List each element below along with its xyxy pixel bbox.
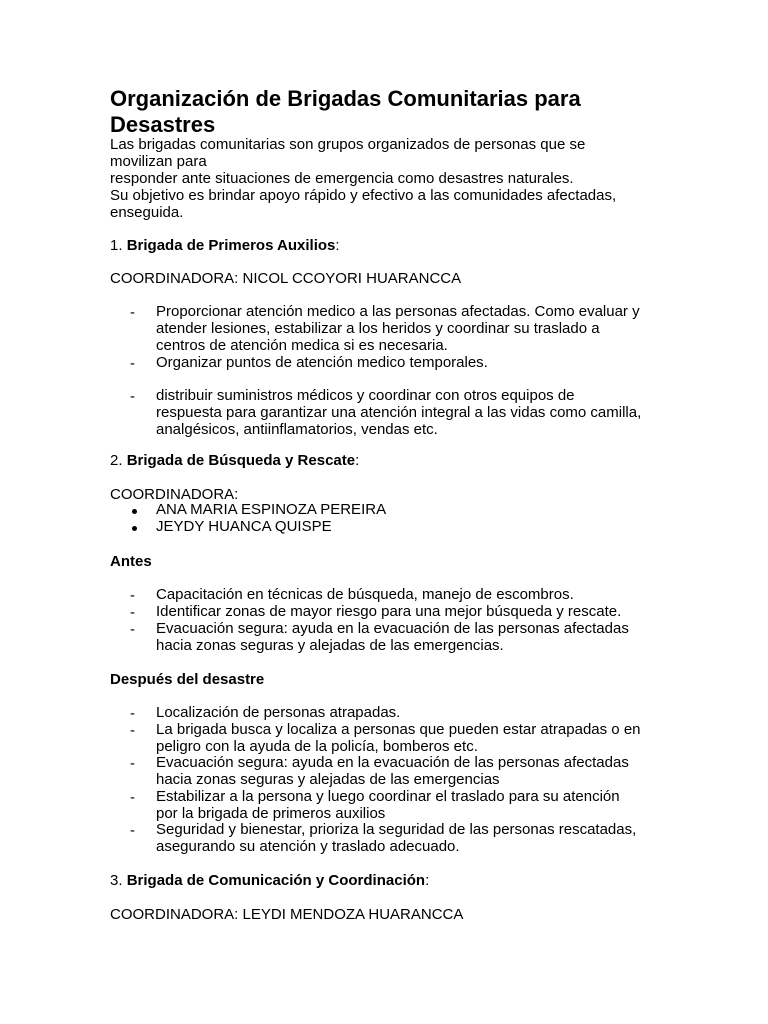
list-item bbox=[156, 755, 629, 789]
section-colon: : bbox=[425, 872, 430, 889]
intro-line: Las brigadas comunitarias son grupos organizados de personas que se bbox=[110, 136, 586, 153]
list-item-line: hacia zonas seguras y alejadas de las emergencias bbox=[156, 770, 500, 788]
list-item-line: centros de atención medica si es necesaria. bbox=[156, 336, 448, 354]
list-item-line: analgésicos, antiinflamatorios, vendas etc. bbox=[156, 420, 438, 438]
intro-line: enseguida. bbox=[110, 204, 184, 221]
section-1-coordinator: COORDINADORA: NICOL CCOYORI HUARANCCA bbox=[110, 270, 462, 287]
title-line-1: Organización de Brigadas Comunitarias para bbox=[110, 86, 581, 111]
list-item-line: La brigada busca y localiza a personas que pueden estar atrapadas o en bbox=[156, 721, 641, 738]
list-item-line: Estabilizar a la persona y luego coordinar el traslado para su atención bbox=[156, 788, 620, 805]
list-item bbox=[156, 722, 641, 756]
subheading-despues: Después del desastre bbox=[110, 671, 265, 688]
intro-line: movilizan para bbox=[110, 153, 207, 170]
coordinator-name: JEYDY HUANCA QUISPE bbox=[156, 518, 332, 535]
list-item-line: distribuir suministros médicos y coordinar con otros equipos de bbox=[156, 387, 575, 404]
list-item-line: respuesta para garantizar una atención integral a las vidas como camilla, bbox=[156, 403, 642, 421]
dash-marker: - bbox=[130, 388, 135, 405]
title-line-2: Desastres bbox=[110, 112, 216, 137]
list-item-line: peligro con la ayuda de la policía, bomberos etc. bbox=[156, 737, 478, 755]
intro-line: Su objetivo es brindar apoyo rápido y efectivo a las comunidades afectadas, bbox=[110, 187, 617, 204]
list-item bbox=[156, 789, 620, 823]
list-item: Identificar zonas de mayor riesgo para una mejor búsqueda y rescate. bbox=[156, 603, 622, 620]
list-item bbox=[156, 304, 640, 354]
list-item bbox=[156, 388, 641, 438]
section-name: Brigada de Primeros Auxilios bbox=[126, 237, 336, 254]
subheading-antes: Antes bbox=[110, 553, 152, 570]
dash-marker: - bbox=[130, 604, 135, 621]
dash-marker: - bbox=[130, 621, 135, 638]
dash-marker: - bbox=[130, 587, 135, 604]
list-item-line: asegurando su atención y traslado adecuado. bbox=[156, 837, 460, 855]
section-3-heading bbox=[110, 872, 429, 889]
bullet-icon bbox=[132, 509, 137, 514]
coordinator-name: ANA MARIA ESPINOZA PEREIRA bbox=[156, 501, 387, 518]
section-number: 2. bbox=[110, 452, 127, 469]
section-1-heading bbox=[110, 237, 340, 254]
section-2-heading bbox=[110, 452, 359, 469]
list-item-line: por la brigada de primeros auxilios bbox=[156, 804, 386, 822]
intro-line: responder ante situaciones de emergencia como desastres naturales. bbox=[110, 170, 574, 187]
dash-marker: - bbox=[130, 789, 135, 806]
section-number: 1. bbox=[110, 237, 127, 254]
list-item bbox=[156, 621, 629, 655]
list-item-line: Seguridad y bienestar, prioriza la seguridad de las personas rescatadas, bbox=[156, 821, 637, 838]
section-colon: : bbox=[355, 452, 360, 469]
dash-marker: - bbox=[130, 355, 135, 372]
list-item bbox=[156, 822, 636, 856]
list-item-line: Evacuación segura: ayuda en la evacuación de las personas afectadas bbox=[156, 754, 629, 771]
dash-marker: - bbox=[130, 722, 135, 739]
section-colon: : bbox=[335, 237, 340, 254]
section-2-coordinator-label: COORDINADORA: bbox=[110, 486, 239, 503]
dash-marker: - bbox=[130, 755, 135, 772]
list-item: Capacitación en técnicas de búsqueda, manejo de escombros. bbox=[156, 586, 574, 603]
list-item-line: atender lesiones, estabilizar a los heridos y coordinar su traslado a bbox=[156, 319, 600, 337]
section-name: Brigada de Búsqueda y Rescate bbox=[126, 452, 356, 469]
bullet-icon bbox=[132, 526, 137, 531]
section-name: Brigada de Comunicación y Coordinación bbox=[126, 872, 426, 889]
section-number: 3. bbox=[110, 872, 127, 889]
list-item-line: Evacuación segura: ayuda en la evacuación de las personas afectadas bbox=[156, 620, 629, 637]
dash-marker: - bbox=[130, 304, 135, 321]
document-title bbox=[110, 86, 670, 138]
list-item-line: Proporcionar atención medico a las personas afectadas. Como evaluar y bbox=[156, 303, 640, 320]
list-item-line: hacia zonas seguras y alejadas de las emergencias. bbox=[156, 636, 504, 654]
dash-marker: - bbox=[130, 822, 135, 839]
list-item: Localización de personas atrapadas. bbox=[156, 704, 401, 721]
dash-marker: - bbox=[130, 705, 135, 722]
section-3-coordinator: COORDINADORA: LEYDI MENDOZA HUARANCCA bbox=[110, 906, 464, 923]
list-item: Organizar puntos de atención medico temporales. bbox=[156, 354, 488, 371]
